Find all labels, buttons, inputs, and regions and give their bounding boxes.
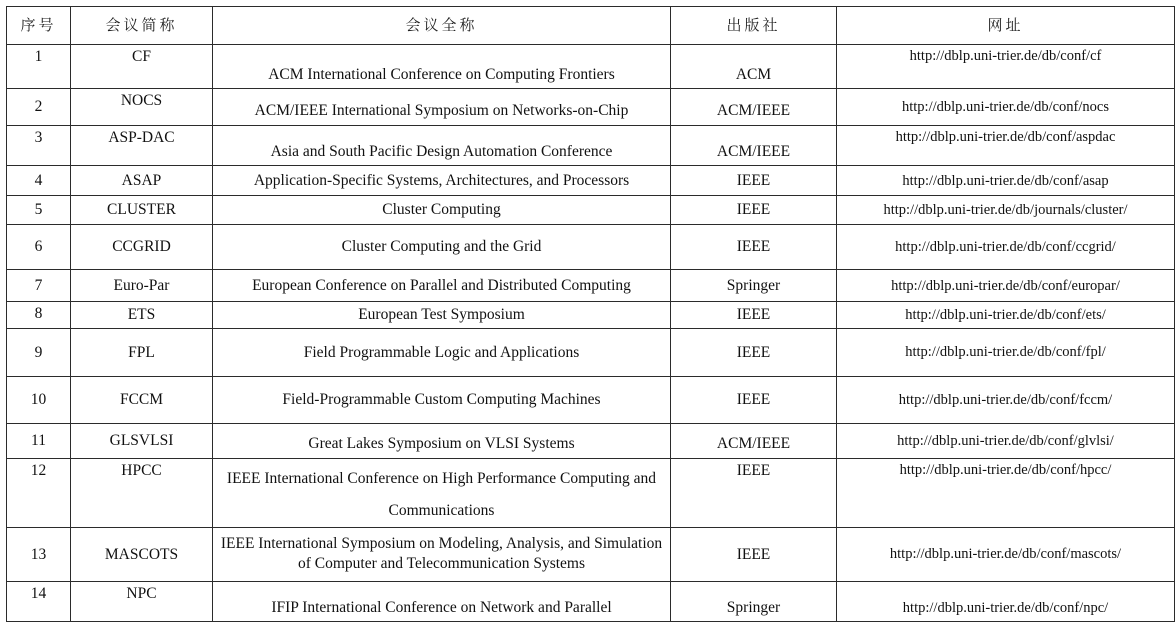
row-full-name: IFIP International Conference on Network and Parallel <box>213 581 671 621</box>
row-no: 5 <box>7 196 71 224</box>
row-no: 2 <box>7 89 71 125</box>
table-row <box>7 45 1175 89</box>
row-abbreviation: CLUSTER <box>71 196 213 224</box>
row-no: 8 <box>7 302 71 328</box>
table-row <box>7 224 1175 269</box>
row-abbreviation: CCGRID <box>71 224 213 269</box>
row-full-name: Cluster Computing and the Grid <box>213 224 671 269</box>
row-no: 12 <box>7 458 71 527</box>
row-publisher: IEEE <box>671 528 837 582</box>
row-url[interactable]: http://dblp.uni-trier.de/db/conf/asap <box>837 166 1175 196</box>
row-publisher: Springer <box>671 581 837 621</box>
row-publisher: ACM <box>671 45 837 89</box>
row-no: 7 <box>7 270 71 302</box>
row-url[interactable]: http://dblp.uni-trier.de/db/conf/fccm/ <box>837 377 1175 423</box>
table-row <box>7 166 1175 196</box>
header-no: 序号 <box>7 7 71 45</box>
row-full-name: ACM/IEEE International Symposium on Networks-on-Chip <box>213 89 671 125</box>
row-url[interactable]: http://dblp.uni-trier.de/db/conf/hpcc/ <box>837 458 1175 527</box>
row-no: 11 <box>7 423 71 458</box>
row-abbreviation: ASAP <box>71 166 213 196</box>
row-publisher: IEEE <box>671 166 837 196</box>
row-no: 13 <box>7 528 71 582</box>
row-full-name: Asia and South Pacific Design Automation Conference <box>213 125 671 165</box>
row-full-name: Field-Programmable Custom Computing Machines <box>213 377 671 423</box>
row-publisher: Springer <box>671 270 837 302</box>
row-abbreviation: Euro-Par <box>71 270 213 302</box>
header-full-name: 会议全称 <box>213 7 671 45</box>
row-publisher: IEEE <box>671 458 837 527</box>
table-row <box>7 270 1175 302</box>
row-publisher: ACM/IEEE <box>671 423 837 458</box>
row-abbreviation: ASP-DAC <box>71 125 213 165</box>
header-row <box>7 7 1175 45</box>
row-url[interactable]: http://dblp.uni-trier.de/db/journals/cluster/ <box>837 196 1175 224</box>
row-abbreviation: HPCC <box>71 458 213 527</box>
table-row <box>7 528 1175 582</box>
row-abbreviation: FCCM <box>71 377 213 423</box>
row-full-name: IEEE International Symposium on Modeling, Analysis, and Simulation of Computer and Telecommunication Systems <box>213 528 671 582</box>
table-row <box>7 377 1175 423</box>
row-no: 9 <box>7 328 71 376</box>
row-no: 10 <box>7 377 71 423</box>
row-no: 1 <box>7 45 71 89</box>
row-full-name: ACM International Conference on Computing Frontiers <box>213 45 671 89</box>
row-abbreviation: NPC <box>71 581 213 621</box>
table-row <box>7 423 1175 458</box>
row-url[interactable]: http://dblp.uni-trier.de/db/conf/ccgrid/ <box>837 224 1175 269</box>
row-url[interactable]: http://dblp.uni-trier.de/db/conf/ets/ <box>837 302 1175 328</box>
conference-table <box>6 6 1175 622</box>
row-no: 4 <box>7 166 71 196</box>
row-abbreviation: ETS <box>71 302 213 328</box>
row-url[interactable]: http://dblp.uni-trier.de/db/conf/npc/ <box>837 581 1175 621</box>
row-publisher: IEEE <box>671 328 837 376</box>
row-publisher: IEEE <box>671 302 837 328</box>
row-url[interactable]: http://dblp.uni-trier.de/db/conf/europar/ <box>837 270 1175 302</box>
row-publisher: IEEE <box>671 196 837 224</box>
row-abbreviation: NOCS <box>71 89 213 125</box>
row-publisher: ACM/IEEE <box>671 125 837 165</box>
table-row <box>7 302 1175 328</box>
row-full-name: European Test Symposium <box>213 302 671 328</box>
row-full-name: Field Programmable Logic and Applications <box>213 328 671 376</box>
row-publisher: IEEE <box>671 224 837 269</box>
row-url[interactable]: http://dblp.uni-trier.de/db/conf/nocs <box>837 89 1175 125</box>
row-abbreviation: FPL <box>71 328 213 376</box>
row-publisher: ACM/IEEE <box>671 89 837 125</box>
table-row <box>7 458 1175 527</box>
table-row <box>7 328 1175 376</box>
row-full-name: Cluster Computing <box>213 196 671 224</box>
row-full-name: IEEE International Conference on High Performance Computing and Communications <box>213 458 671 527</box>
table-row <box>7 125 1175 165</box>
table-row <box>7 581 1175 621</box>
row-publisher: IEEE <box>671 377 837 423</box>
row-no: 14 <box>7 581 71 621</box>
row-url[interactable]: http://dblp.uni-trier.de/db/conf/aspdac <box>837 125 1175 165</box>
table-row <box>7 89 1175 125</box>
table-row <box>7 196 1175 224</box>
row-url[interactable]: http://dblp.uni-trier.de/db/conf/fpl/ <box>837 328 1175 376</box>
row-full-name: Great Lakes Symposium on VLSI Systems <box>213 423 671 458</box>
row-abbreviation: GLSVLSI <box>71 423 213 458</box>
row-full-name: Application-Specific Systems, Architectures, and Processors <box>213 166 671 196</box>
row-url[interactable]: http://dblp.uni-trier.de/db/conf/glvlsi/ <box>837 423 1175 458</box>
row-url[interactable]: http://dblp.uni-trier.de/db/conf/cf <box>837 45 1175 89</box>
header-publisher: 出版社 <box>671 7 837 45</box>
row-abbreviation: MASCOTS <box>71 528 213 582</box>
row-no: 6 <box>7 224 71 269</box>
header-url: 网址 <box>837 7 1175 45</box>
row-url[interactable]: http://dblp.uni-trier.de/db/conf/mascots/ <box>837 528 1175 582</box>
row-no: 3 <box>7 125 71 165</box>
header-abbreviation: 会议简称 <box>71 7 213 45</box>
row-full-name: European Conference on Parallel and Distributed Computing <box>213 270 671 302</box>
row-abbreviation: CF <box>71 45 213 89</box>
